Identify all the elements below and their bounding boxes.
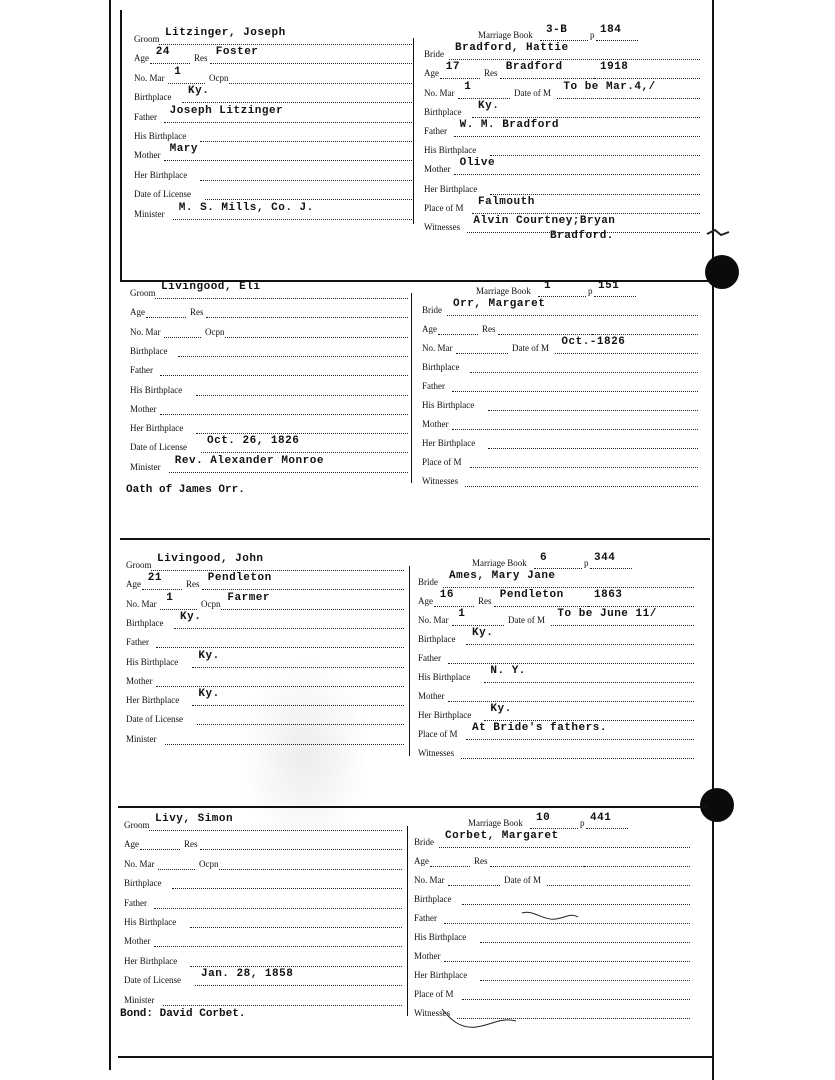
bride-bride-line [443, 587, 694, 588]
groom-minister-label: Minister [126, 733, 157, 744]
groom-hisbirth-value: Ky. [198, 649, 220, 662]
groom-groom-label: Groom [130, 288, 156, 298]
groom-birthplace-value: Ky. [188, 85, 210, 98]
marriage-book-line [538, 296, 586, 297]
card-note: Bond: David Corbet. [120, 1008, 246, 1020]
groom-groom-value: Livingood, John [157, 553, 264, 565]
groom-herbirth-label: Her Birthplace [134, 169, 188, 180]
bride-age-line [430, 866, 470, 867]
bride-witnesses-label: Witnesses [418, 748, 455, 758]
bride-hisbirth-line [490, 155, 700, 156]
bride-place-label: Place of M [414, 989, 454, 999]
groom-nomar-value: 1 [166, 591, 174, 604]
groom-father-label: Father [130, 365, 153, 376]
marriage-book-value: 6 [540, 552, 548, 564]
bride-hisbirth-label: His Birthplace [422, 400, 475, 410]
groom-ocpn-line [221, 609, 404, 610]
bride-father-label: Father [414, 913, 437, 923]
groom-hisbirth-label: His Birthplace [124, 917, 177, 927]
bride-year-value: 1863 [594, 589, 623, 601]
groom-age-label: Age [124, 839, 139, 850]
groom-age-line [146, 317, 186, 318]
groom-nomar-line [164, 337, 201, 338]
groom-mother-value: Mary [169, 143, 198, 156]
groom-minister-label: Minister [124, 994, 155, 1005]
bride-age-line [434, 606, 474, 607]
groom-license-value: Jan. 28, 1858 [201, 968, 294, 981]
bride-herbirth-label: Her Birthplace [422, 438, 476, 448]
page-label: p [584, 558, 589, 568]
groom-birthplace-label: Birthplace [124, 878, 162, 889]
bride-bride-line [449, 59, 700, 60]
groom-mother-line [160, 414, 408, 415]
groom-nomar-line [160, 609, 197, 610]
groom-father-line [164, 122, 412, 123]
bride-res-label: Res [484, 68, 498, 79]
bride-witnesses-label: Witnesses [414, 1008, 451, 1018]
groom-minister-label: Minister [130, 461, 161, 472]
groom-groom-line [159, 44, 412, 45]
groom-age-line [150, 63, 190, 64]
groom-res-value: Foster [215, 46, 259, 59]
bride-dom-label: Date of M [508, 615, 545, 625]
page-line [596, 40, 638, 41]
bride-age-value: 16 [439, 589, 454, 601]
groom-license-line [197, 724, 404, 725]
groom-ocpn-value: Farmer [227, 591, 270, 604]
page-label: p [588, 286, 593, 296]
bride-bride-value: Orr, Margaret [453, 298, 546, 310]
groom-license-value: Oct. 26, 1826 [207, 435, 300, 448]
bride-dom-line [551, 625, 694, 626]
bride-birthplace-label: Birthplace [414, 894, 452, 904]
groom-birthplace-value: Ky. [180, 610, 202, 623]
groom-res-line [206, 317, 408, 318]
bride-birthplace-line [466, 644, 694, 645]
groom-license-line [205, 199, 412, 200]
groom-nomar-line [158, 869, 195, 870]
bride-nomar-line [448, 885, 500, 886]
groom-age-line [140, 849, 180, 850]
bride-father-label: Father [418, 653, 441, 663]
groom-hisbirth-label: His Birthplace [134, 131, 187, 141]
bride-res-label: Res [478, 596, 492, 606]
page-line [590, 568, 632, 569]
groom-herbirth-value: Ky. [198, 688, 220, 701]
groom-groom-line [155, 298, 408, 299]
bride-bride-label: Bride [422, 305, 442, 315]
groom-herbirth-line [192, 705, 404, 706]
bride-mother-line [452, 429, 698, 430]
groom-ocpn-label: Ocpn [201, 598, 221, 609]
bride-witnesses-value: Alvin Courtney;Bryan [473, 215, 616, 227]
bride-year-value: 1918 [600, 61, 629, 74]
bride-hisbirth-line [480, 942, 690, 943]
bride-age-label: Age [422, 324, 437, 334]
groom-minister-line [173, 219, 412, 220]
groom-mother-label: Mother [130, 403, 157, 414]
marriage-book-value: 1 [544, 280, 552, 292]
groom-mother-label: Mother [134, 150, 161, 161]
groom-age-label: Age [134, 53, 149, 64]
bride-dom-label: Date of M [504, 875, 541, 885]
marriage-book-value: 3-B [546, 24, 568, 36]
bride-dom-value: To be Mar.4,/ [563, 80, 656, 93]
page-value: 344 [594, 552, 616, 564]
bride-bride-line [439, 847, 690, 848]
groom-mother-line [154, 946, 402, 947]
bride-birthplace-value: Ky. [478, 99, 500, 112]
groom-ocpn-label: Ocpn [205, 326, 225, 337]
groom-minister-label: Minister [134, 208, 165, 219]
bride-mother-label: Mother [418, 691, 445, 701]
groom-res-line [202, 589, 404, 590]
bride-birthplace-label: Birthplace [424, 106, 462, 117]
bride-bride-label: Bride [424, 49, 444, 60]
bride-nomar-label: No. Mar [414, 875, 445, 885]
bride-mother-line [444, 961, 690, 962]
groom-hisbirth-line [200, 141, 412, 142]
card-center-line-3 [409, 566, 410, 756]
groom-hisbirth-line [196, 395, 408, 396]
bride-bride-value: Corbet, Margaret [445, 830, 559, 842]
groom-minister-line [165, 744, 404, 745]
bride-herbirth-label: Her Birthplace [424, 183, 478, 194]
bride-birthplace-value: Ky. [472, 627, 494, 639]
groom-res-label: Res [186, 579, 200, 590]
bride-nomar-value: 1 [458, 608, 466, 620]
bride-bride-label: Bride [418, 577, 438, 587]
groom-groom-label: Groom [134, 34, 160, 44]
bride-dom-line [547, 885, 690, 886]
bride-birthplace-label: Birthplace [418, 634, 456, 644]
groom-minister-line [163, 1005, 402, 1006]
marriage-card-1 [0, 0, 835, 290]
groom-hisbirth-label: His Birthplace [130, 384, 183, 395]
bride-herbirth-label: Her Birthplace [414, 970, 468, 980]
bride-bride-value: Bradford, Hattie [455, 42, 569, 55]
bride-father-label: Father [422, 381, 445, 391]
card-note: Oath of James Orr. [126, 484, 245, 496]
bride-nomar-label: No. Mar [418, 615, 449, 625]
page-line [586, 828, 628, 829]
groom-birthplace-line [182, 102, 412, 103]
bride-witnesses-label: Witnesses [424, 222, 461, 232]
bride-hisbirth-line [484, 682, 694, 683]
groom-groom-line [151, 570, 404, 571]
card-center-line-2 [411, 293, 412, 483]
bride-mother-label: Mother [422, 419, 449, 429]
groom-mother-line [164, 160, 412, 161]
bride-birthplace-label: Birthplace [422, 362, 460, 372]
bride-birthplace-line [470, 372, 698, 373]
groom-groom-line [149, 830, 402, 831]
bride-age-line [440, 78, 480, 79]
marriage-book-label: Marriage Book [472, 558, 527, 568]
binder-hole-bottom [700, 788, 734, 822]
bride-res-label: Res [482, 324, 496, 334]
groom-herbirth-line [190, 966, 402, 967]
bride-res-label: Res [474, 856, 488, 866]
groom-license-label: Date of License [124, 975, 181, 986]
bride-witnesses-continued-value: Bradford. [550, 230, 614, 243]
bride-herbirth-label: Her Birthplace [418, 710, 472, 720]
bride-bride-label: Bride [414, 837, 434, 847]
marriage-book-line [530, 828, 578, 829]
bride-nomar-label: No. Mar [422, 343, 453, 353]
bride-father-value: W. M. Bradford [459, 119, 560, 131]
marriage-book-label: Marriage Book [476, 286, 531, 296]
groom-ocpn-label: Ocpn [209, 72, 229, 83]
bride-dom-value: To be June 11/ [557, 608, 657, 620]
groom-minister-value: Rev. Alexander Monroe [174, 454, 324, 467]
bride-year-line [584, 866, 690, 867]
page-value: 441 [590, 812, 612, 824]
groom-birthplace-line [172, 888, 402, 889]
bride-year-line [588, 606, 694, 607]
bride-mother-label: Mother [414, 951, 441, 961]
marriage-book-label: Marriage Book [468, 818, 523, 828]
bride-father-line [452, 391, 698, 392]
bride-place-line [472, 213, 700, 214]
bride-dom-value: Oct.-1826 [561, 336, 626, 348]
groom-groom-value: Livingood, Eli [161, 281, 261, 293]
groom-birthplace-line [174, 628, 404, 629]
bride-hisbirth-label: His Birthplace [418, 672, 471, 682]
bride-father-line [454, 136, 700, 137]
groom-herbirth-line [200, 180, 412, 181]
bride-father-label: Father [424, 126, 447, 136]
groom-father-line [160, 375, 408, 376]
groom-groom-label: Groom [126, 560, 152, 570]
groom-mother-label: Mother [124, 936, 151, 947]
groom-groom-value: Livy, Simon [155, 813, 234, 825]
bride-res-value: Pendleton [499, 589, 564, 601]
groom-nomar-label: No. Mar [134, 72, 165, 83]
bride-herbirth-line [484, 720, 694, 721]
bride-place-label: Place of M [418, 729, 458, 739]
page-line [594, 296, 636, 297]
pen-mark-margin [705, 226, 731, 240]
bride-mother-line [454, 174, 700, 175]
groom-father-line [156, 647, 404, 648]
bride-hisbirth-value: N. Y. [490, 665, 526, 677]
groom-ocpn-line [219, 869, 402, 870]
bride-hisbirth-label: His Birthplace [414, 932, 467, 942]
groom-hisbirth-label: His Birthplace [126, 656, 179, 667]
marriage-book-value: 10 [536, 812, 551, 824]
groom-minister-line [169, 472, 408, 473]
bride-age-value: 17 [445, 61, 460, 74]
bride-place-label: Place of M [422, 457, 462, 467]
groom-birthplace-label: Birthplace [130, 345, 168, 356]
groom-res-line [210, 63, 412, 64]
bride-dom-line [557, 98, 700, 99]
groom-father-label: Father [134, 111, 157, 122]
bride-place-line [466, 739, 694, 740]
card-center-line-4 [407, 826, 408, 1016]
groom-license-label: Date of License [126, 714, 183, 725]
bride-dom-line [555, 353, 698, 354]
groom-mother-label: Mother [126, 675, 153, 686]
bride-res-value: Bradford [505, 61, 563, 74]
groom-hisbirth-line [190, 927, 402, 928]
bride-birthplace-line [472, 117, 700, 118]
groom-father-label: Father [124, 897, 147, 908]
groom-license-line [195, 985, 402, 986]
bride-age-label: Age [424, 68, 439, 79]
marriage-book-label: Marriage Book [478, 30, 533, 40]
bride-herbirth-value: Ky. [490, 703, 512, 715]
bride-herbirth-line [490, 194, 700, 195]
marriage-book-line [540, 40, 588, 41]
bride-witnesses-line [465, 486, 698, 487]
bride-nomar-value: 1 [464, 80, 472, 93]
page-value: 151 [598, 280, 620, 292]
bride-bride-line [447, 315, 698, 316]
groom-nomar-label: No. Mar [126, 598, 157, 609]
pen-mark-father [520, 907, 580, 927]
pen-mark-witnesses [440, 1005, 520, 1035]
groom-herbirth-label: Her Birthplace [124, 955, 178, 966]
marriage-book-line [534, 568, 582, 569]
groom-ocpn-label: Ocpn [199, 858, 219, 869]
groom-father-label: Father [126, 637, 149, 648]
page-label: p [590, 30, 595, 40]
groom-groom-label: Groom [124, 820, 150, 830]
bride-dom-label: Date of M [512, 343, 549, 353]
groom-age-value: 21 [147, 572, 162, 585]
groom-herbirth-line [196, 433, 408, 434]
bride-place-value: Falmouth [478, 195, 535, 208]
card-center-line-1 [413, 38, 414, 224]
page-label: p [580, 818, 585, 828]
bride-age-line [438, 334, 478, 335]
groom-res-line [200, 849, 402, 850]
bride-witnesses-line [461, 758, 694, 759]
bride-place-line [470, 467, 698, 468]
page-value: 184 [600, 24, 622, 36]
groom-age-value: 24 [155, 46, 170, 59]
groom-birthplace-label: Birthplace [134, 92, 172, 103]
bride-nomar-line [458, 98, 510, 99]
groom-res-label: Res [190, 307, 204, 318]
groom-birthplace-label: Birthplace [126, 617, 164, 628]
card-divider-3 [118, 806, 708, 808]
groom-minister-value: M. S. Mills, Co. J. [178, 201, 314, 214]
groom-herbirth-label: Her Birthplace [130, 423, 184, 434]
groom-father-line [154, 908, 402, 909]
film-smudge [240, 660, 370, 850]
bride-place-line [462, 999, 690, 1000]
bride-herbirth-line [480, 980, 690, 981]
bride-mother-value: Olive [459, 157, 496, 170]
groom-res-label: Res [194, 53, 208, 64]
bride-nomar-line [456, 353, 508, 354]
bride-nomar-label: No. Mar [424, 87, 455, 98]
groom-nomar-label: No. Mar [130, 326, 161, 337]
bride-witnesses-label: Witnesses [422, 476, 459, 486]
bride-year-line [594, 78, 700, 79]
bottom-film-edge [118, 1056, 714, 1058]
groom-res-value: Pendleton [207, 572, 272, 585]
groom-mother-line [156, 686, 404, 687]
groom-hisbirth-line [192, 667, 404, 668]
groom-herbirth-label: Her Birthplace [126, 695, 180, 706]
bride-age-label: Age [414, 856, 429, 866]
groom-nomar-line [168, 83, 205, 84]
bride-herbirth-line [488, 448, 698, 449]
bride-place-value: At Bride's fathers. [472, 722, 607, 734]
bride-hisbirth-line [488, 410, 698, 411]
groom-license-line [201, 452, 408, 453]
bride-age-label: Age [418, 596, 433, 606]
bride-nomar-line [452, 625, 504, 626]
bride-mother-line [448, 701, 694, 702]
groom-age-label: Age [126, 579, 141, 590]
bride-birthplace-line [462, 904, 690, 905]
groom-ocpn-line [229, 83, 412, 84]
groom-res-label: Res [184, 839, 198, 850]
bride-year-line [592, 334, 698, 335]
groom-father-value: Joseph Litzinger [169, 104, 284, 117]
bride-hisbirth-label: His Birthplace [424, 145, 477, 156]
groom-license-label: Date of License [134, 189, 191, 200]
groom-age-label: Age [130, 307, 145, 318]
bride-father-line [448, 663, 694, 664]
groom-ocpn-line [225, 337, 408, 338]
groom-nomar-value: 1 [174, 65, 182, 78]
bride-mother-label: Mother [424, 164, 451, 175]
card-divider-2 [120, 538, 710, 540]
groom-age-line [142, 589, 182, 590]
groom-nomar-label: No. Mar [124, 858, 155, 869]
groom-birthplace-line [178, 356, 408, 357]
bride-bride-value: Ames, Mary Jane [449, 570, 556, 582]
bride-dom-label: Date of M [514, 87, 551, 98]
groom-license-label: Date of License [130, 442, 187, 453]
groom-groom-value: Litzinger, Joseph [165, 27, 286, 39]
bride-place-label: Place of M [424, 202, 464, 213]
